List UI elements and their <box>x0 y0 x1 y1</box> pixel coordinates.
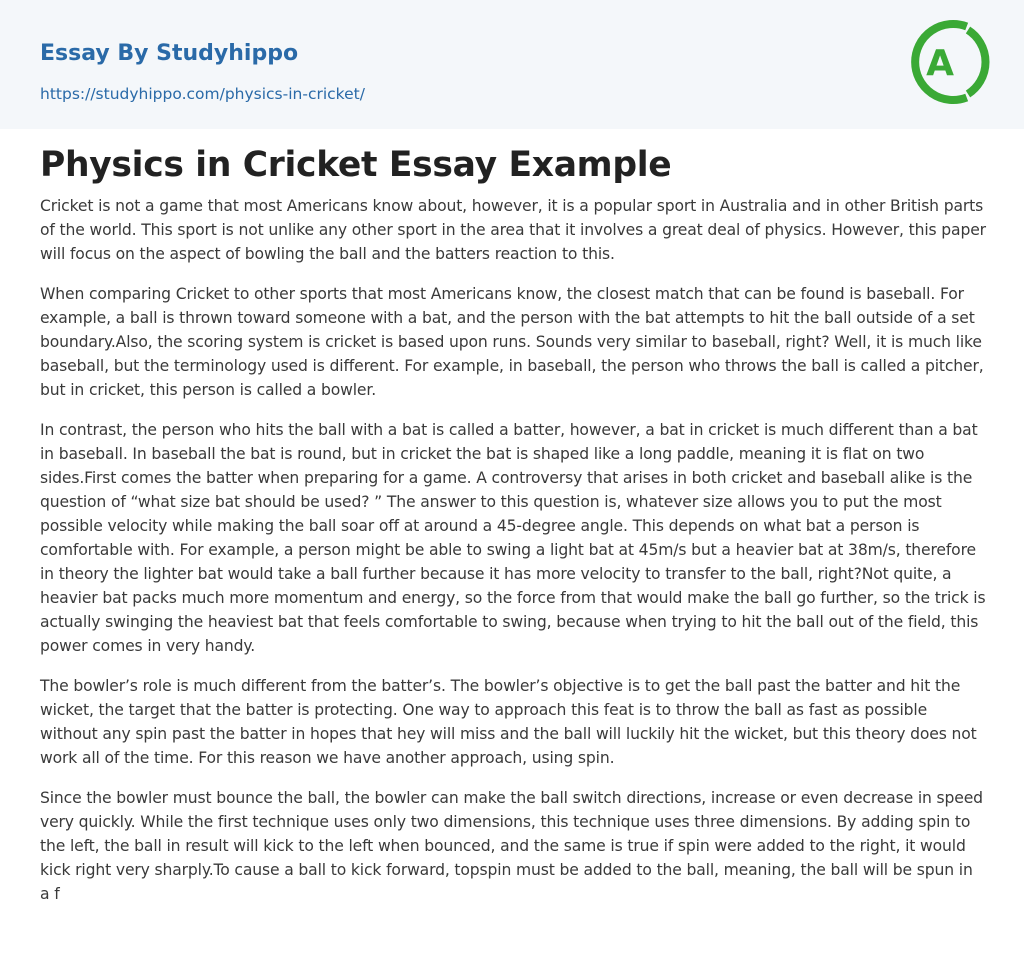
essay-paragraph: Since the bowler must bounce the ball, the bowler can make the ball switch directions, increase or even decrease in speed very quickly. While the first technique uses only two dimensions, this technique uses three dimensions. By adding spin to the left, the ball in result will kick to the left when bounced, and the same is true if spin were added to the right, it would kick right very sharply.To cause a ball to kick forward, topspin must be added to the ball, meaning, the ball will be spun in a f <box>40 789 983 903</box>
essay-body <box>40 194 986 922</box>
site-header <box>0 0 1024 129</box>
essay-title: Physics in Cricket Essay Example <box>40 145 672 185</box>
essay-paragraph: When comparing Cricket to other sports that most Americans know, the closest match that can be found is baseball. For example, a ball is thrown toward someone with a bat, and the person with the bat attempts to hit the ball outside of a set boundary.Also, the scoring system is cricket is based upon runs. Sounds very similar to baseball, right? Well, it is much like baseball, but the terminology used is different. For example, in baseball, the person who throws the ball is called a pitcher, but in cricket, this person is called a bowler. <box>40 285 984 399</box>
studyhippo-logo-icon[interactable] <box>906 18 990 106</box>
brand-title[interactable]: Essay By Studyhippo <box>40 41 299 66</box>
essay-paragraph: Cricket is not a game that most Americans know about, however, it is a popular sport in Australia and in other British parts of the world. This sport is not unlike any other sport in the area that it involves a great deal of physics. However, this paper will focus on the aspect of bowling the ball and the batters reaction to this. <box>40 197 986 263</box>
page-url-link[interactable]: https://studyhippo.com/physics-in-cricket/ <box>40 85 365 103</box>
essay-paragraph: In contrast, the person who hits the ball with a bat is called a batter, however, a bat in cricket is much different than a bat in baseball. In baseball the bat is round, but in cricket the bat is shaped like a long paddle, meaning it is flat on two sides.First comes the batter when preparing for a game. A controversy that arises in both cricket and baseball alike is the question of “what size bat should be used? ” The answer to this question is, whatever size allows you to put the most possible velocity while making the ball soar off at around a 45-degree angle. This depends on what bat a person is comfortable with. For example, a person might be able to swing a light bat at 45m/s but a heavier bat at 38m/s, therefore in theory the lighter bat would take a ball further because it has more velocity to transfer to the ball, right?Not quite, a heavier bat packs much more momentum and energy, so the force from that would make the ball go further, so the trick is actually swinging the heaviest bat that feels comfortable to swing, because when trying to hit the ball out of the field, this power comes in very handy. <box>40 421 986 655</box>
essay-paragraph: The bowler’s role is much different from the batter’s. The bowler’s objective is to get the ball past the batter and hit the wicket, the target that the batter is protecting. One way to approach this feat is to throw the ball as fast as possible without any spin past the batter in hopes that hey will miss and the ball will luckily hit the wicket, but this theory does not work all of the time. For this reason we have another approach, using spin. <box>40 677 977 767</box>
logo-letter: A <box>926 43 954 84</box>
